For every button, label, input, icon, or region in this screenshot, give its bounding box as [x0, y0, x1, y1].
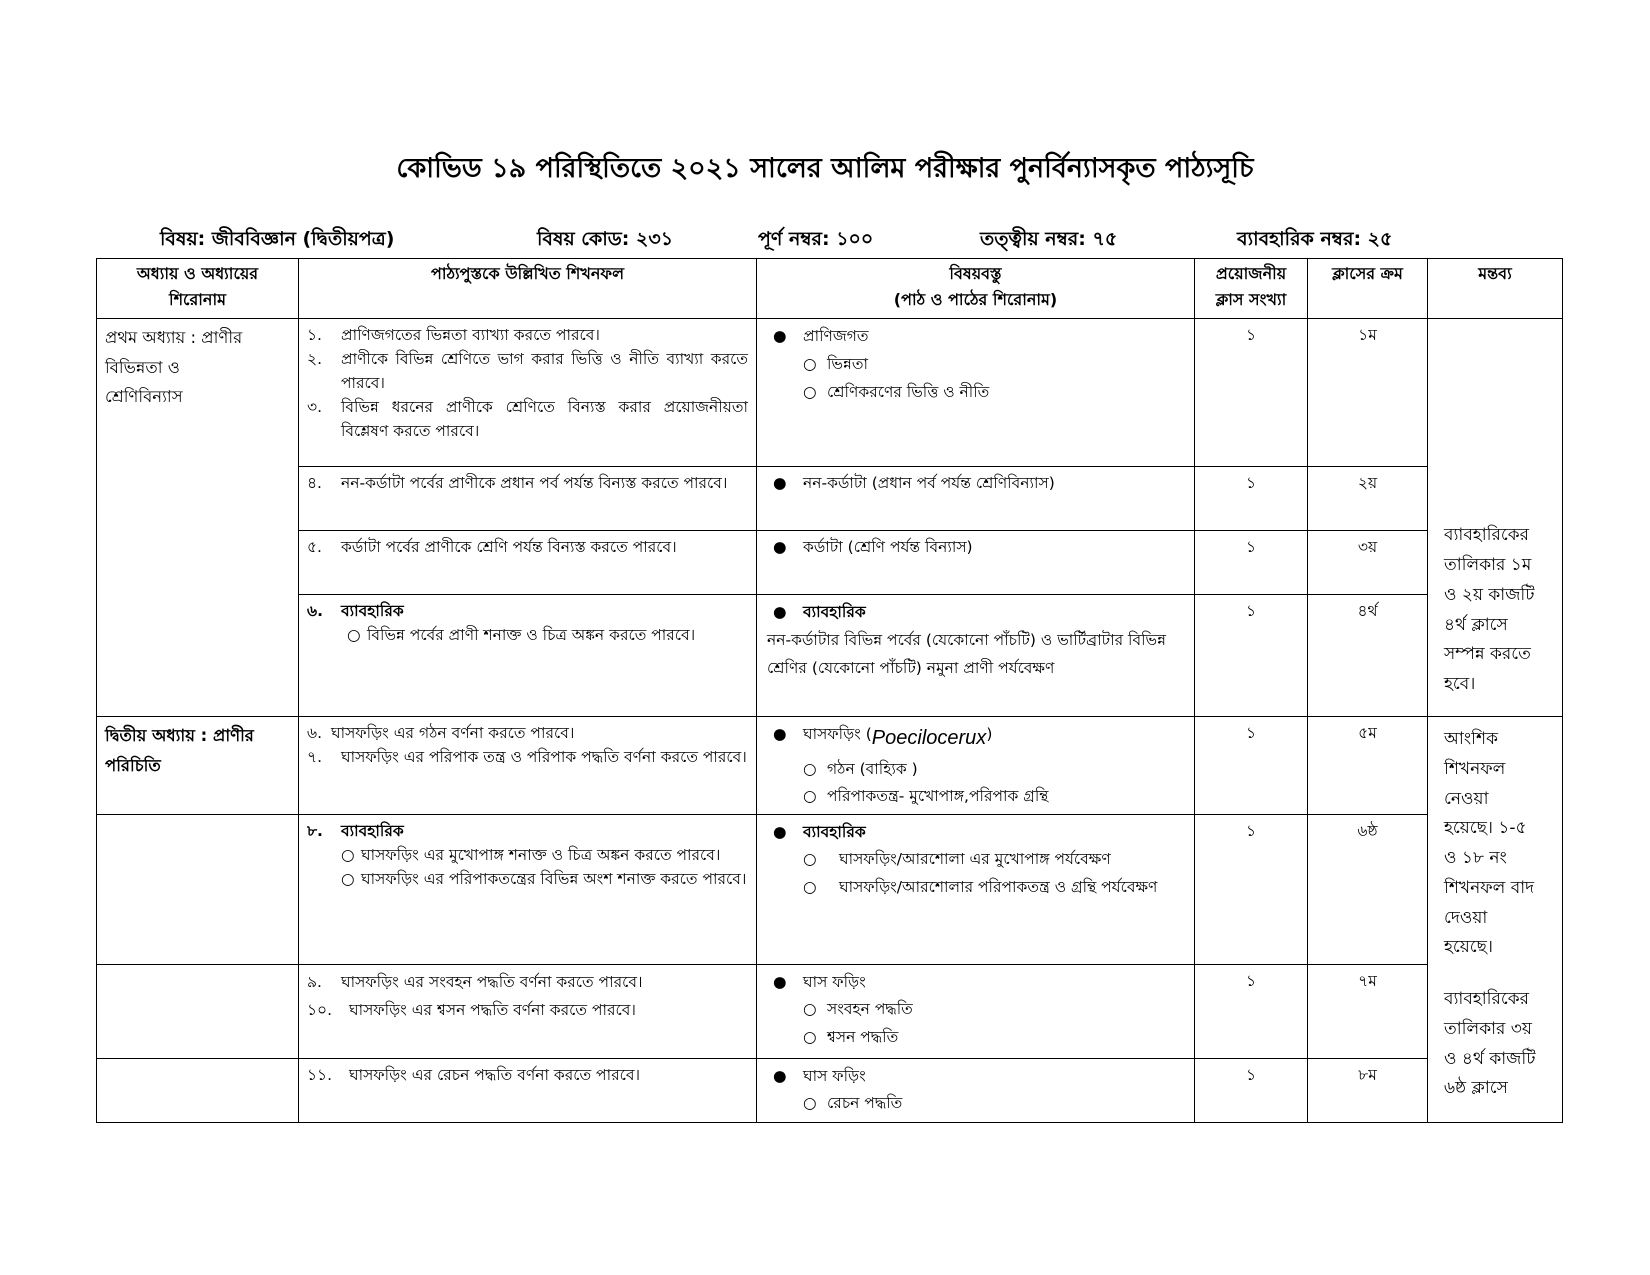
circle-icon: ○ — [803, 354, 817, 373]
chapter-2-title: দ্বিতীয় অধ্যায় : প্রাণীর পরিচিতি — [97, 717, 299, 815]
content-cell: ● নন-কর্ডাটা (প্রধান পর্ব পর্যন্ত শ্রেণিবিন্যাস) — [757, 467, 1195, 531]
bullet-icon: ● — [773, 603, 787, 621]
list-item: ১. প্রাণিজগতের ভিন্নতা ব্যাখ্যা করতে পারবে। — [307, 326, 600, 344]
list-item: ৪. নন-কর্ডাটা পর্বের প্রাণীকে প্রধান পর্ব পর্যন্ত বিন্যস্ত করতে পারবে। — [307, 474, 728, 492]
table-row — [97, 965, 1563, 1059]
bullet-icon: ● — [773, 823, 787, 842]
header-outcomes: পাঠ্যপুস্তকে উল্লিখিত শিখনফল — [299, 259, 757, 319]
outcomes-cell — [299, 1059, 757, 1123]
circle-icon: ○ — [803, 787, 817, 806]
bullet-icon: ● — [773, 538, 787, 556]
circle-icon: ○ — [803, 850, 817, 869]
circle-icon: ○ — [803, 1094, 817, 1113]
class-order: ৭ম — [1308, 965, 1428, 1059]
list-item: ২. প্রাণীকে বিভিন্ন শ্রেণিতে ভাগ করার ভিত্তি ও নীতি ব্যাখ্যা করতে পারবে। — [307, 350, 748, 393]
bullet-icon: ● — [773, 725, 787, 743]
class-order: ৮ম — [1308, 1059, 1428, 1123]
circle-icon: ○ — [803, 1027, 817, 1046]
list-item: ৩. বিভিন্ন ধরনের প্রাণীকে শ্রেণিতে বিন্যস্ত করার প্রয়োজনীয়তা বিশ্লেষণ করতে পারবে। — [307, 398, 748, 441]
content-cell: ● প্রাণিজগত ○ ভিন্নতা ○ শ্রেণিকরণের ভিত্তি ও নীতি — [757, 319, 1195, 467]
full-marks: পূর্ণ নম্বর: ১০০ — [758, 228, 874, 250]
header-content: বিষয়বস্তু (পাঠ ও পাঠের শিরোনাম) — [757, 259, 1195, 319]
remarks-cell: ব্যাবহারিকের তালিকার ১ম ও ২য় কাজটি ৪র্থ ক্লাসে সম্পন্ন করতে হবে। — [1428, 319, 1563, 717]
circle-icon: ○ — [803, 382, 817, 401]
class-order: ৪র্থ — [1308, 595, 1428, 717]
table-row — [97, 467, 1563, 531]
class-count: ১ — [1195, 965, 1308, 1059]
list-item: ৫. কর্ডাটা পর্বের প্রাণীকে শ্রেণি পর্যন্ত বিন্যস্ত করতে পারবে। — [307, 538, 677, 556]
class-count: ১ — [1195, 1059, 1308, 1123]
chapter-cell-empty — [97, 815, 299, 965]
list-item: ○ বিভিন্ন পর্বের প্রাণী শনাক্ত ও চিত্র অঙ্কন করতে পারবে। — [307, 623, 748, 647]
theory-marks: তত্ত্বীয় নম্বর: ৭৫ — [980, 228, 1118, 250]
content-cell: ● ব্যাবহারিক নন-কর্ডাটার বিভিন্ন পর্বের (যেকোনো পাঁচটি) ও ভার্টিব্রাটার বিভিন্ন শ্রেণির (যেকোনো পাঁচটি) নমুনা প্রাণী পর্যবেক্ষণ — [757, 595, 1195, 717]
header-order: ক্লাসের ক্রম — [1308, 259, 1428, 319]
outcomes-cell — [299, 319, 757, 467]
content-cell: ● ঘাসফড়িং ( Poecilocerux ) ○ গঠন (বাহ্যিক ) ○ পরিপাকতন্ত্র- মুখোপাঙ্গ,পরিপাক গ্রন্থি — [757, 717, 1195, 815]
class-count: ১ — [1195, 319, 1308, 467]
content-cell: ● কর্ডাটা (শ্রেণি পর্যন্ত বিন্যাস) — [757, 531, 1195, 595]
table-row — [97, 319, 1563, 467]
outcomes-cell: ৮. ব্যাবহারিক ○ ঘাসফড়িং এর মুখোপাঙ্গ শনাক্ত ও চিত্র অঙ্কন করতে পারবে। ○ ঘাসফড়িং এর পরিপাকতন্ত্রের বিভিন্ন অংশ শনাক্ত করতে পারবে। — [299, 815, 757, 965]
table-row — [97, 595, 1563, 717]
class-count: ১ — [1195, 815, 1308, 965]
outcomes-cell — [299, 965, 757, 1059]
circle-icon: ○ — [803, 760, 817, 778]
subject-label: বিষয়: জীববিজ্ঞান (দ্বিতীয়পত্র) — [160, 228, 395, 250]
header-classes: প্রয়োজনীয় ক্লাস সংখ্যা — [1195, 259, 1308, 319]
outcomes-cell — [299, 467, 757, 531]
bullet-icon: ● — [773, 327, 787, 345]
class-count: ১ — [1195, 467, 1308, 531]
list-item: ○ ঘাসফড়িং এর পরিপাকতন্ত্রের বিভিন্ন অংশ শনাক্ত করতে পারবে। — [307, 867, 748, 891]
table-header-row — [97, 259, 1563, 319]
circle-icon: ○ — [341, 870, 355, 889]
list-item: ১০. ঘাসফড়িং এর শ্বসন পদ্ধতি বর্ণনা করতে পারবে। — [307, 1001, 636, 1020]
content-cell: ● ঘাস ফড়িং ○ রেচন পদ্ধতি — [757, 1059, 1195, 1123]
practical-marks: ব্যাবহারিক নম্বর: ২৫ — [1237, 228, 1393, 250]
table-row — [97, 717, 1563, 815]
list-item: ○ ঘাসফড়িং এর মুখোপাঙ্গ শনাক্ত ও চিত্র অঙ্কন করতে পারবে। — [307, 843, 748, 867]
class-order: ২য় — [1308, 467, 1428, 531]
outcomes-cell — [299, 531, 757, 595]
class-count: ১ — [1195, 595, 1308, 717]
list-item: ৬. ঘাসফড়িং এর গঠন বর্ণনা করতে পারবে। — [307, 724, 575, 742]
page-title: কোভিড ১৯ পরিস্থিতিতে ২০২১ সালের আলিম পরীক্ষার পুনর্বিন্যাসকৃত পাঠ্যসূচি — [396, 153, 1254, 184]
table-row — [97, 1059, 1563, 1123]
outcomes-cell: ৬. ব্যাবহারিক ○ বিভিন্ন পর্বের প্রাণী শনাক্ত ও চিত্র অঙ্কন করতে পারবে। — [299, 595, 757, 717]
bullet-icon: ● — [773, 474, 787, 492]
bullet-icon: ● — [773, 973, 787, 992]
syllabus-table — [96, 258, 1563, 1123]
header-remarks: মন্তব্য — [1428, 259, 1563, 319]
list-item: ৭. ঘাসফড়িং এর পরিপাক তন্ত্র ও পরিপাক পদ্ধতি বর্ণনা করতে পারবে। — [307, 748, 747, 767]
class-order: ৫ম — [1308, 717, 1428, 815]
circle-icon: ○ — [347, 626, 361, 645]
list-item: ৯. ঘাসফড়িং এর সংবহন পদ্ধতি বর্ণনা করতে পারবে। — [307, 973, 643, 992]
content-cell: ● ব্যাবহারিক ○ ঘাসফড়িং/আরশোলা এর মুখোপাঙ্গ পর্যবেক্ষণ ○ ঘাসফড়িং/আরশোলার পরিপাকতন্ত্র ও গ্রন্থি পর্যবেক্ষণ — [757, 815, 1195, 965]
class-order: ৩য় — [1308, 531, 1428, 595]
remarks-cell: আংশিক শিখনফল নেওয়া হয়েছে। ১-৫ ও ১৮ নং শিখনফল বাদ দেওয়া হয়েছে। ব্যাবহারিকের তালিকার ৩য় ও ৪র্থ কাজটি ৬ষ্ঠ ক্লাসে — [1428, 717, 1563, 1123]
circle-icon: ○ — [803, 877, 817, 896]
outcomes-cell — [299, 717, 757, 815]
chapter-1-title: প্রথম অধ্যায় : প্রাণীর বিভিন্নতা ও শ্রেণিবিন্যাস — [97, 319, 299, 717]
list-item: ১১. ঘাসফড়িং এর রেচন পদ্ধতি বর্ণনা করতে পারবে। — [307, 1066, 640, 1085]
class-order: ৬ষ্ঠ — [1308, 815, 1428, 965]
class-count: ১ — [1195, 717, 1308, 815]
class-count: ১ — [1195, 531, 1308, 595]
subject-code: বিষয় কোড: ২৩১ — [537, 228, 674, 250]
circle-icon: ○ — [341, 846, 355, 865]
bullet-icon: ● — [773, 1067, 787, 1086]
chapter-cell-empty — [97, 1059, 299, 1123]
chapter-cell-empty — [97, 965, 299, 1059]
class-order: ১ম — [1308, 319, 1428, 467]
table-row — [97, 531, 1563, 595]
header-chapter: অধ্যায় ও অধ্যায়ের শিরোনাম — [97, 259, 299, 319]
content-cell: ● ঘাস ফড়িং ○ সংবহন পদ্ধতি ○ শ্বসন পদ্ধতি — [757, 965, 1195, 1059]
circle-icon: ○ — [803, 1000, 817, 1019]
table-row — [97, 815, 1563, 965]
